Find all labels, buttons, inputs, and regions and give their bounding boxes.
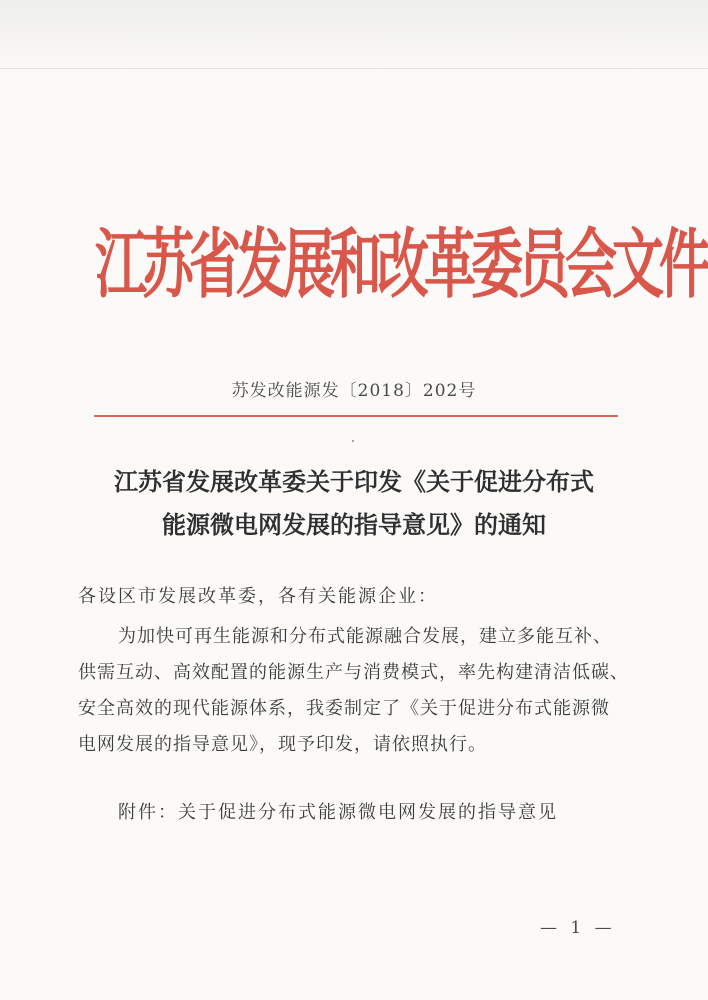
scan-divider (0, 68, 708, 69)
document-masthead: 江苏省发展和改革委员会文件 (95, 221, 707, 310)
document-title-line-2: 能源微电网发展的指导意见》的通知 (162, 510, 546, 539)
scan-speck (352, 440, 354, 442)
attachment-note: 附件：关于促进分布式能源微电网发展的指导意见 (118, 802, 558, 823)
scan-edge (0, 0, 708, 70)
salutation: 各设区市发展改革委，各有关能源企业： (78, 586, 438, 607)
page-number: — 1 — (540, 918, 616, 938)
body-line: 为加快可再生能源和分布式能源融合发展，建立多能互补、 (118, 626, 612, 647)
document-title-line-1: 江苏省发展改革委关于印发《关于促进分布式 (114, 467, 594, 496)
red-divider (94, 415, 618, 417)
body-line: 安全高效的现代能源体系，我委制定了《关于促进分布式能源微 (78, 698, 610, 719)
body-line: 供需互动、高效配置的能源生产与消费模式，率先构建清洁低碳、 (78, 662, 629, 683)
body-line: 电网发展的指导意见》，现予印发，请依照执行。 (78, 734, 487, 755)
document-number: 苏发改能源发〔2018〕202号 (231, 381, 477, 401)
